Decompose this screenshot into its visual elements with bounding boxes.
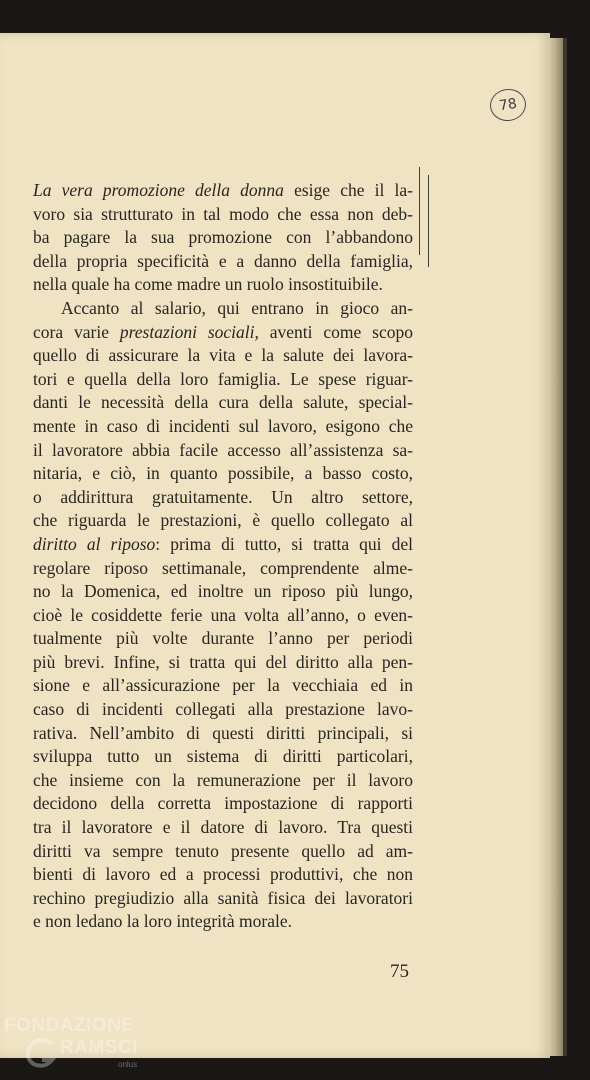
- text-run: sviluppa tutto un sistema di diritti particolari,: [33, 746, 413, 767]
- margin-mark-1: [419, 167, 420, 255]
- watermark-small: onlus: [118, 1060, 138, 1069]
- text-line: [33, 273, 413, 297]
- watermark-line2: RAMSCI: [60, 1037, 138, 1058]
- margin-mark-2: [428, 175, 429, 267]
- body-text: [33, 179, 413, 934]
- page-number: 75: [390, 961, 409, 982]
- italic-run: La vera promozione della donna: [33, 180, 284, 200]
- text-run: decidono della corretta impostazione di rapporti: [33, 793, 413, 814]
- text-run: aventi come scopo: [258, 321, 413, 342]
- text-line: [33, 250, 413, 274]
- text-run: il lavoratore abbia facile accesso all’assistenza sa-: [33, 439, 413, 460]
- text-line: [33, 391, 413, 415]
- text-run: più brevi. Infine, si tratta qui del diritto alla pen-: [33, 651, 413, 672]
- text-run: nella quale ha come madre un ruolo insostituibile.: [33, 274, 383, 295]
- text-line: [33, 627, 413, 651]
- text-run: voro sia strutturato in tal modo che essa non deb-: [33, 203, 413, 224]
- text-line: [33, 557, 413, 581]
- text-run: tra il lavoratore e il datore di lavoro. Tra questi: [33, 817, 413, 838]
- text-run: no la Domenica, ed inoltre un riposo più lungo,: [33, 581, 413, 602]
- text-run: bienti di lavoro ed a processi produttivi, che non: [33, 864, 413, 885]
- text-run: quello di assicurare la vita e la salute dei lavora-: [33, 345, 413, 366]
- watermark-logo-icon: [22, 1034, 60, 1072]
- text-run: della propria specificità e a danno della famiglia,: [33, 250, 413, 271]
- text-line: [33, 910, 413, 934]
- text-line: [33, 486, 413, 510]
- italic-run: prestazioni sociali,: [119, 321, 259, 342]
- text-line: [33, 651, 413, 675]
- page-edge: [549, 38, 563, 1056]
- text-line: [33, 321, 413, 345]
- text-run: : prima di tutto, si tratta qui del: [155, 533, 413, 554]
- text-run: sione e all’assicurazione per la vecchiaia ed in: [33, 675, 413, 696]
- text-line: [33, 863, 413, 887]
- text-run: ba pagare la sua promozione con l’abbandono: [33, 227, 413, 248]
- text-run: rechino pregiudizio alla sanità fisica dei lavoratori: [33, 887, 413, 908]
- text-run: cora varie: [33, 321, 120, 342]
- book-page: [0, 33, 550, 1058]
- text-run: Accanto al salario, qui entrano in gioco an-: [61, 297, 413, 318]
- text-line: [33, 297, 413, 321]
- text-line: [33, 674, 413, 698]
- text-line: [33, 462, 413, 486]
- text-line: [33, 580, 413, 604]
- text-line: [33, 439, 413, 463]
- text-run: tualmente più volte durante l’anno per periodi: [33, 628, 413, 649]
- text-line: [33, 745, 413, 769]
- text-line: [33, 179, 413, 203]
- text-run: che riguarda le prestazioni, è quello collegato al: [33, 510, 413, 531]
- text-line: [33, 887, 413, 911]
- page-edge-shadow: [563, 38, 567, 1056]
- text-line: [33, 415, 413, 439]
- text-run: che insieme con la remunerazione per il lavoro: [33, 769, 413, 790]
- text-run: esige che il la-: [283, 180, 413, 200]
- text-run: e non ledano la loro integrità morale.: [33, 911, 293, 932]
- text-line: [33, 368, 413, 392]
- handwritten-folio-number: 78: [488, 87, 528, 124]
- text-line: [33, 769, 413, 793]
- text-run: diritti va sempre tenuto presente quello ad am-: [33, 840, 413, 861]
- watermark-line1: FONDAZIONE: [4, 1015, 135, 1036]
- text-line: [33, 533, 413, 557]
- text-run: tori e quella della loro famiglia. Le spese riguar-: [33, 368, 413, 389]
- italic-run: diritto al riposo: [33, 533, 156, 554]
- text-line: [33, 509, 413, 533]
- text-run: danti le necessità della cura della salute, special-: [33, 392, 413, 413]
- text-line: [33, 226, 413, 250]
- text-run: caso di incidenti collegati alla prestazione lavo-: [33, 699, 413, 720]
- text-line: [33, 816, 413, 840]
- text-run: cioè le cosiddette ferie una volta all’anno, o even-: [33, 604, 413, 625]
- text-line: [33, 203, 413, 227]
- text-line: [33, 722, 413, 746]
- text-run: nitaria, e ciò, in quanto possibile, a basso costo,: [33, 463, 413, 484]
- text-run: regolare riposo settimanale, comprendente almе-: [33, 557, 413, 578]
- text-run: mente in caso di incidenti sul lavoro, esigono che: [33, 415, 413, 436]
- text-line: [33, 698, 413, 722]
- text-line: [33, 840, 413, 864]
- text-run: o addirittura gratuitamente. Un altro settore,: [33, 486, 413, 507]
- text-line: [33, 792, 413, 816]
- text-line: [33, 344, 413, 368]
- text-run: rativa. Nell’ambito di questi diritti principali, si: [33, 722, 413, 743]
- text-line: [33, 604, 413, 628]
